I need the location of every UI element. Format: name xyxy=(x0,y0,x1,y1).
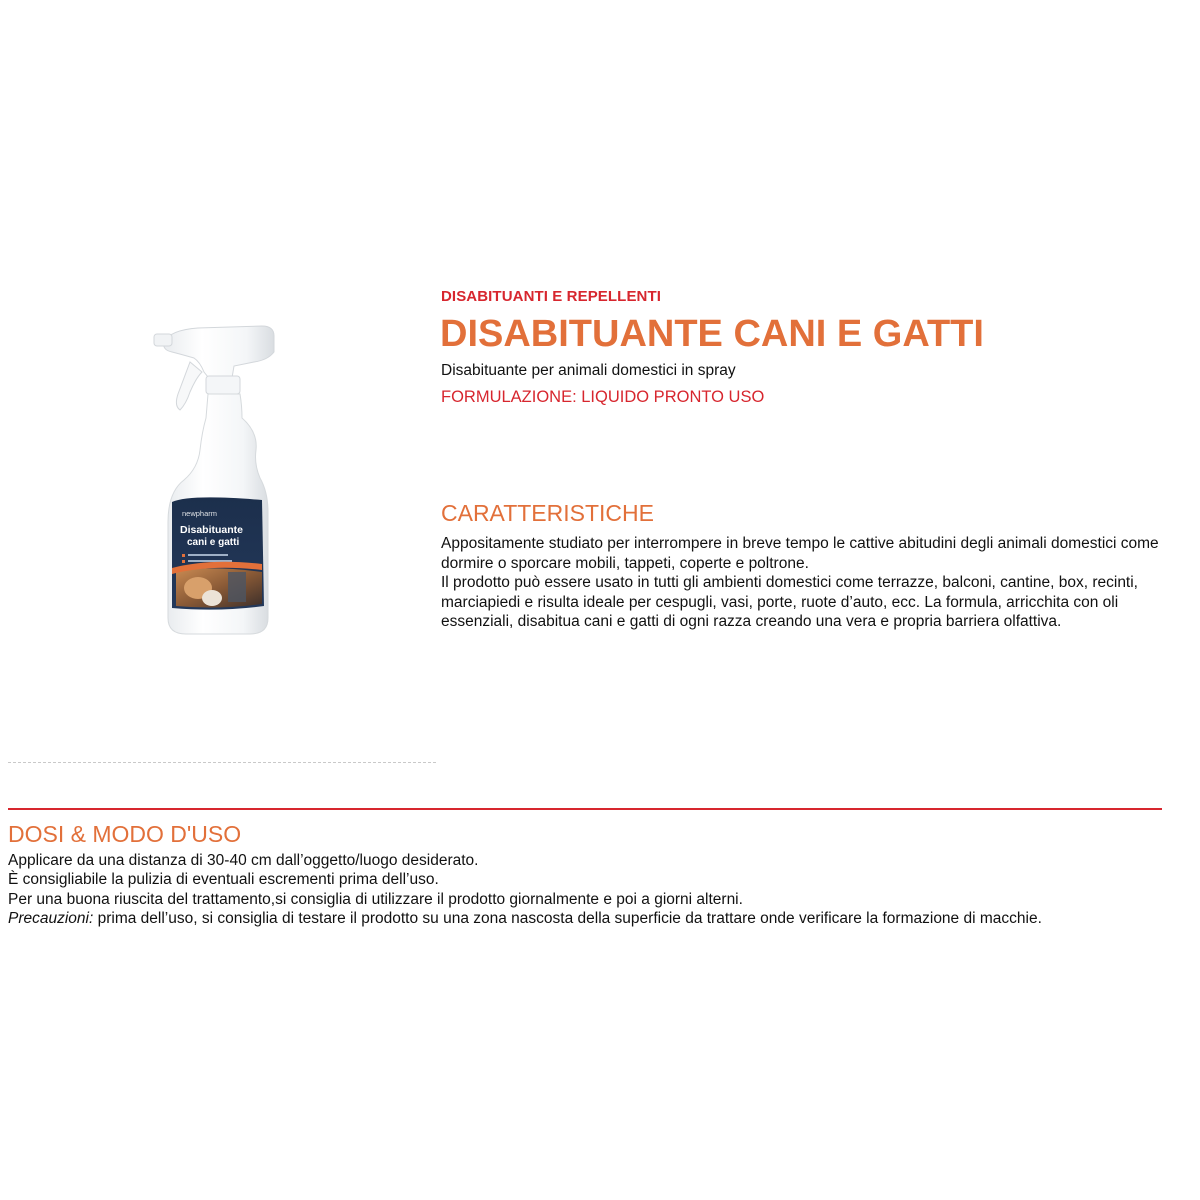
dashed-divider xyxy=(8,762,436,763)
usage-line: È consigliabile la pulizia di eventuali escrementi prima dell’uso. xyxy=(8,871,439,889)
precautions-text: prima dell’uso, si consiglia di testare il prodotto su una zona nascosta della superficie da trattare onde verificare la formazione di macchie. xyxy=(93,909,1042,927)
features-heading: CARATTERISTICHE xyxy=(441,500,654,526)
svg-text:cani e gatti: cani e gatti xyxy=(187,537,240,548)
usage-instructions xyxy=(8,851,1188,928)
features-paragraph: Appositamente studiato per interrompere in breve tempo le cattive abitudini degli animali domestici come dormire o sporcare mobili, tappeti, coperte e poltrone. xyxy=(441,535,1159,572)
usage-heading: DOSI & MODO D'USO xyxy=(8,821,242,847)
usage-precautions xyxy=(8,909,1188,928)
product-category: DISABITUANTI E REPELLENTI xyxy=(441,288,662,305)
features-description xyxy=(441,534,1171,632)
svg-text:newpharm: newpharm xyxy=(182,509,218,518)
section-divider xyxy=(8,808,1162,810)
precautions-label: Precauzioni: xyxy=(8,909,94,927)
product-title: DISABITUANTE CANI E GATTI xyxy=(440,313,984,355)
usage-line: Applicare da una distanza di 30-40 cm dall’oggetto/luogo desiderato. xyxy=(8,852,479,869)
product-subtitle: Disabituante per animali domestici in spray xyxy=(441,362,736,379)
svg-text:Disabituante: Disabituante xyxy=(180,524,244,536)
usage-line: Per una buona riuscita del trattamento,si consiglia di utilizzare il prodotto giornalmente e poi a giorni alterni. xyxy=(8,890,743,908)
product-formulation: FORMULAZIONE: LIQUIDO PRONTO USO xyxy=(441,388,765,406)
product-bottle-image xyxy=(150,322,280,636)
features-paragraph: Il prodotto può essere usato in tutti gli ambienti domestici come terrazze, balconi, cantine, box, recinti, marciapiedi e risulta ideale per cespugli, vasi, porte, ruote d’auto, ecc. La formula, arricchita con oli essenziali, disabitua cani e gatti di ogni razza creando una vera e propria barriera olfattiva. xyxy=(441,574,1138,630)
